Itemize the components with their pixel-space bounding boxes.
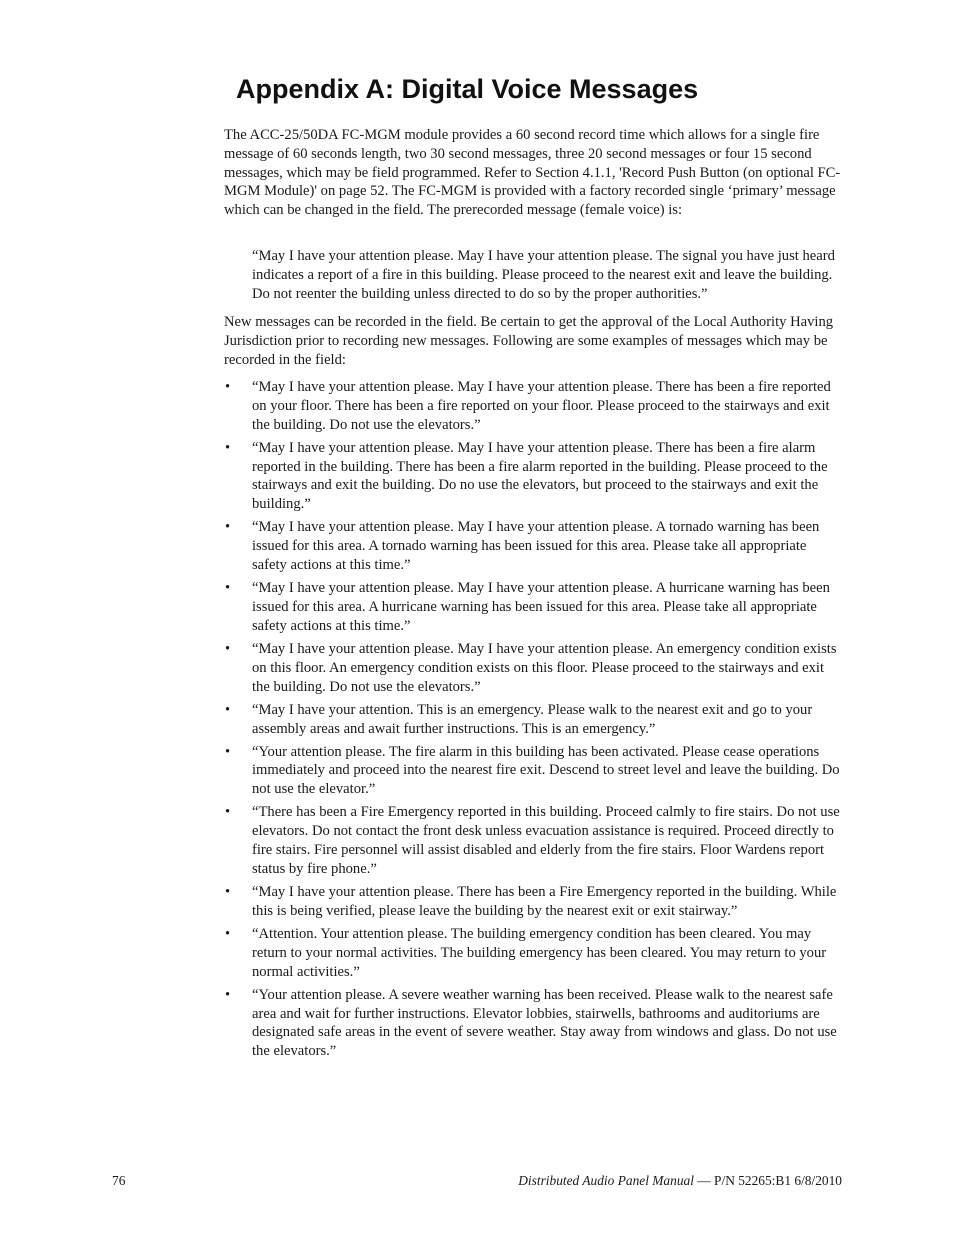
bullet-icon: • (225, 804, 231, 821)
bullet-icon: • (225, 640, 231, 657)
list-item-text: “May I have your attention please. May I have your attention please. An emergency condition exists on this floor. An emergency condition exists on this floor. Please proceed to the stairways and exit the building. Do not use the elevators.” (252, 640, 837, 695)
list-item-text: “Attention. Your attention please. The building emergency condition has been cleared. You may return to your normal activities. The building emergency has been cleared. You may return to your normal activities.” (252, 926, 827, 980)
list-item (224, 439, 844, 514)
footer-document-info (518, 1173, 842, 1189)
list-item (224, 883, 844, 921)
prerecorded-message-quote: “May I have your attention please. May I have your attention please. The signal you have just heard indicates a report of a fire in this building. Please proceed to the nearest exit and leave the building. Do not reenter the building unless directed to do so by the proper authorities.” (252, 248, 835, 302)
list-item-text: “May I have your attention please. May I have your attention please. A hurricane warning has been issued for this area. A hurricane warning has been issued for this area. Please take all appropriate safety actions at this time.” (252, 580, 830, 634)
bullet-icon: • (225, 926, 231, 943)
page-title: Appendix A: Digital Voice Messages (236, 74, 699, 104)
bullet-icon: • (225, 519, 231, 536)
list-item (224, 743, 844, 799)
page-number: 76 (112, 1173, 126, 1188)
list-item (224, 640, 844, 696)
list-item (224, 986, 844, 1061)
bullet-icon: • (225, 379, 231, 395)
bullet-icon: • (225, 701, 231, 718)
bullet-icon: • (225, 743, 231, 760)
example-messages-list (224, 378, 844, 1065)
bullet-icon: • (225, 986, 231, 1003)
list-item (224, 701, 844, 739)
manual-title: Distributed Audio Panel Manual (518, 1173, 694, 1188)
new-messages-paragraph: New messages can be recorded in the field. Be certain to get the approval of the Local Authority Having Jurisdiction prior to recording new messages. Following are some examples of messages which may be recorded in the field: (224, 314, 834, 368)
list-item-text: “May I have your attention please. May I have your attention please. There has been a fire alarm reported in the building. There has been a fire alarm reported in the building. Please proceed to the stairways and exit the building. Do no use the elevators, but proceed to the stairways and exit the building.” (252, 439, 828, 513)
list-item (224, 378, 844, 434)
list-item-text: “May I have your attention please. May I have your attention please. There has been a fire reported on your floor. There has been a fire reported on your floor. Please proceed to the stairways and exit the building. Do not use the elevators.” (252, 379, 831, 433)
list-item (224, 518, 844, 574)
list-item-text: “Your attention please. A severe weather warning has been received. Please walk to the nearest safe area and wait for further instructions. Elevator lobbies, stairwells, bathrooms and auditoriums are designated safe areas in the event of severe weather. Stay away from windows and glass. Do not use the elevators.” (252, 986, 837, 1060)
part-number: — P/N 52265:B1 6/8/2010 (693, 1173, 842, 1188)
list-item-text: “May I have your attention. This is an emergency. Please walk to the nearest exit and go to your assembly areas and await further instructions. This is an emergency.” (252, 701, 813, 737)
bullet-icon: • (225, 580, 231, 597)
list-item (224, 925, 844, 981)
bullet-icon: • (225, 884, 231, 901)
list-item-text: “There has been a Fire Emergency reported in this building. Proceed calmly to fire stairs. Do not use elevators. Do not contact the front desk unless evacuation assistance is required. Proceed directly to fire stairs. Fire personnel will assist disabled and elderly from the fire stairs. Floor Wardens report status by fire phone.” (252, 804, 840, 877)
list-item-text: “May I have your attention please. May I have your attention please. A tornado warning has been issued for this area. A tornado warning has been issued for this area. Please take all appropriate safety actions at this time.” (252, 519, 820, 573)
list-item (224, 579, 844, 635)
bullet-icon: • (225, 439, 231, 456)
list-item (224, 803, 844, 878)
intro-paragraph: The ACC-25/50DA FC-MGM module provides a 60 second record time which allows for a single fire message of 60 seconds length, two 30 second messages, three 20 second messages or four 15 second messages, which may be field programmed. Refer to Section 4.1.1, 'Record Push Button (on optional FC-MGM Module)' on page 52. The FC-MGM is provided with a factory recorded single ‘primary’ message which can be changed in the field. The prerecorded message (female voice) is: (224, 127, 841, 219)
list-item-text: “Your attention please. The fire alarm in this building has been activated. Please cease operations immediately and proceed into the nearest fire exit. Descend to street level and leave the building. Do not use the elevator.” (252, 743, 840, 798)
list-item-text: “May I have your attention please. There has been a Fire Emergency reported in the building. While this is being verified, please leave the building by the nearest exit or exit stairway.” (252, 884, 837, 919)
